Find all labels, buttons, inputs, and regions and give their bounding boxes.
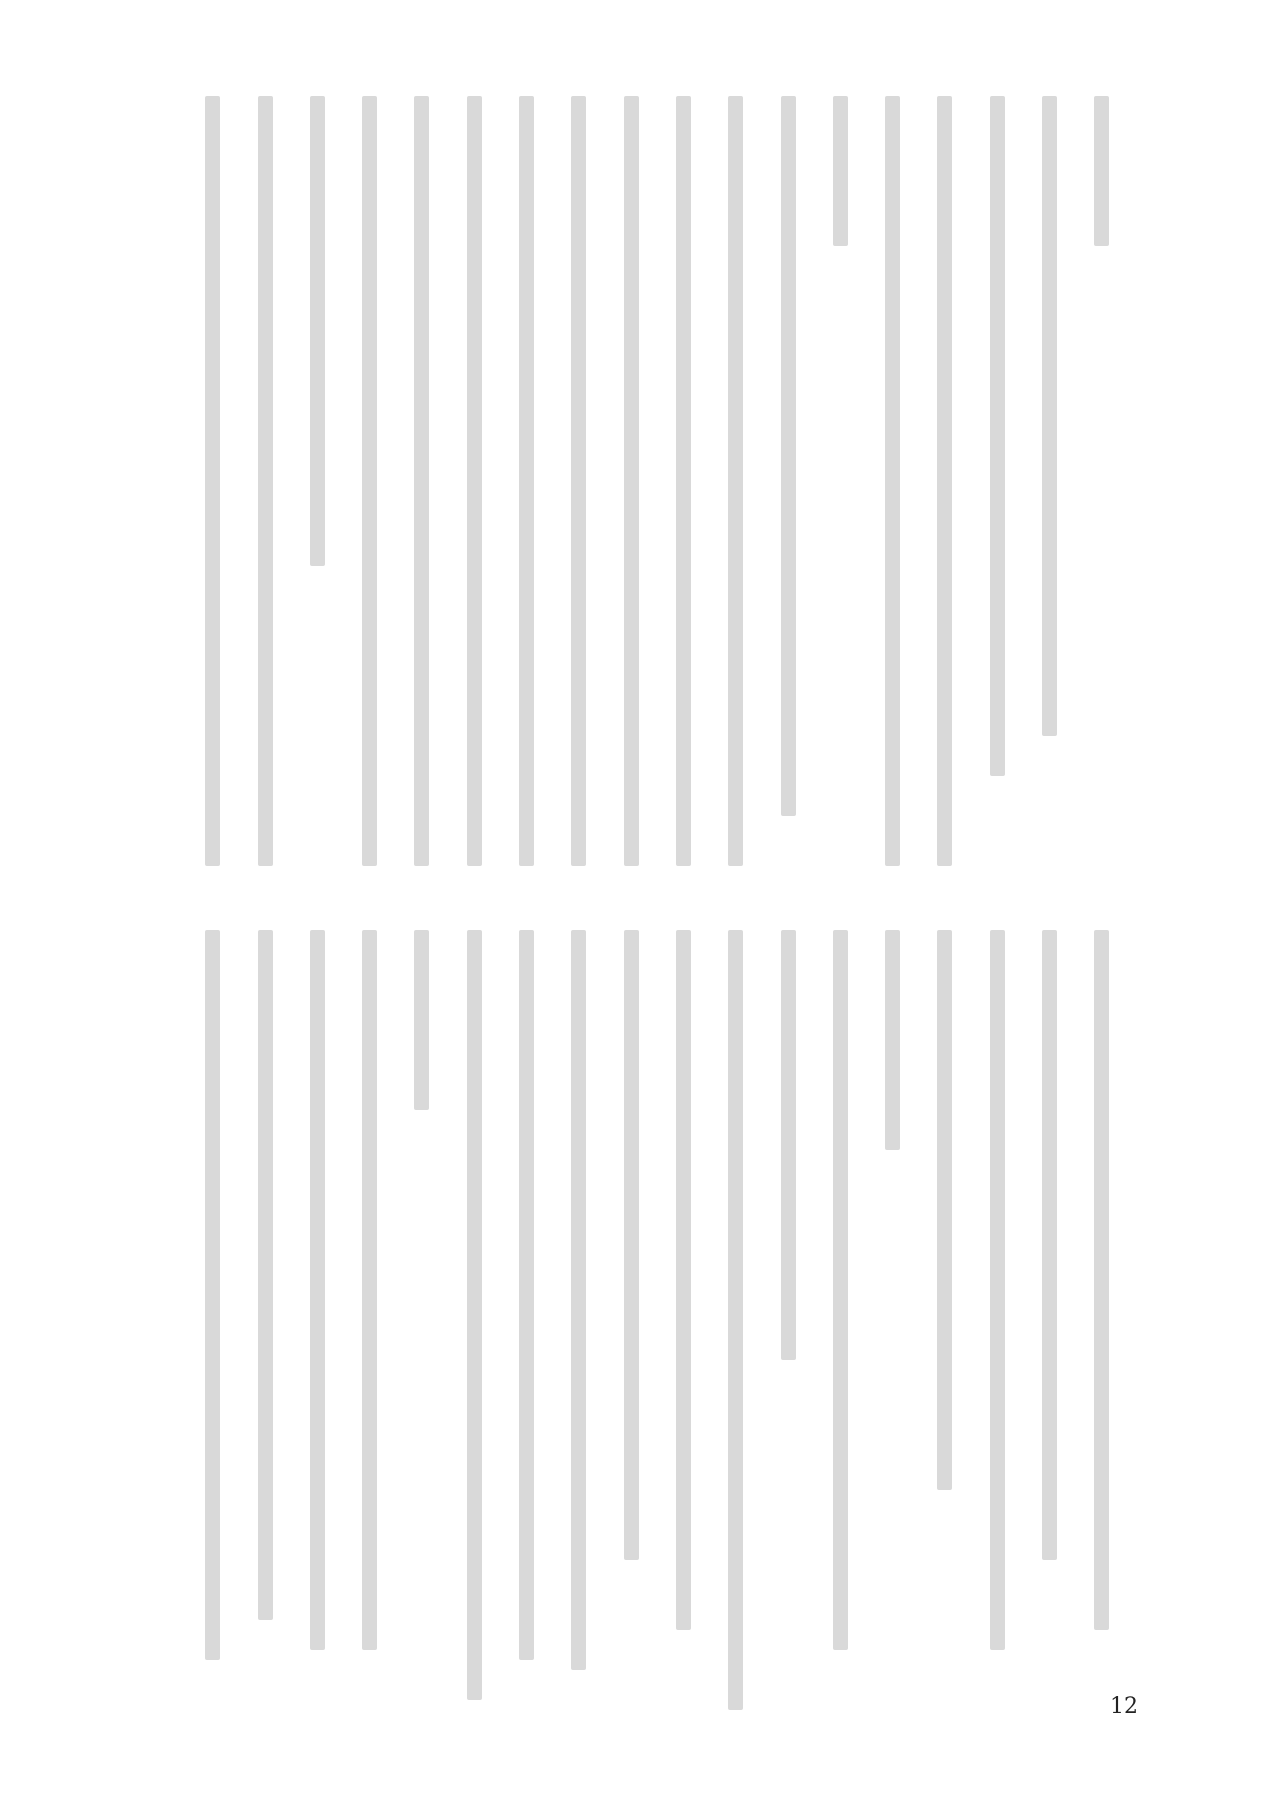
text-line (937, 96, 952, 866)
text-column (187, 930, 239, 1665)
text-line (990, 930, 1005, 1650)
page-number: 12 (1110, 1694, 1138, 1719)
text-column (710, 96, 762, 866)
text-column (814, 930, 866, 1665)
text-line (885, 930, 900, 1150)
text-line (728, 930, 743, 1710)
text-line (310, 930, 325, 1650)
text-line (467, 930, 482, 1700)
text-column (1023, 96, 1075, 866)
text-column (448, 930, 500, 1665)
bottom-text-block (186, 930, 1128, 1665)
text-column (553, 930, 605, 1665)
text-line (1094, 96, 1109, 246)
text-column (1076, 96, 1128, 866)
text-line (833, 96, 848, 246)
text-column (239, 930, 291, 1665)
text-line (571, 930, 586, 1670)
text-column (553, 96, 605, 866)
text-column (814, 96, 866, 866)
text-column (762, 930, 814, 1665)
text-column (657, 96, 709, 866)
text-line (467, 96, 482, 866)
text-line (258, 930, 273, 1620)
text-line (624, 96, 639, 866)
text-line (571, 96, 586, 866)
text-line (781, 96, 796, 816)
text-column (500, 96, 552, 866)
text-column (971, 96, 1023, 866)
text-line (624, 930, 639, 1560)
text-line (362, 96, 377, 866)
text-column (500, 930, 552, 1665)
text-line (205, 930, 220, 1660)
text-line (1042, 96, 1057, 736)
text-line (414, 96, 429, 866)
text-line (833, 930, 848, 1650)
text-column (867, 96, 919, 866)
text-line (362, 930, 377, 1650)
text-line (676, 96, 691, 866)
text-column (448, 96, 500, 866)
text-column (344, 96, 396, 866)
text-column (239, 96, 291, 866)
text-column (762, 96, 814, 866)
text-column (919, 96, 971, 866)
text-column (657, 930, 709, 1665)
text-line (1094, 930, 1109, 1630)
text-line (414, 930, 429, 1110)
text-column (605, 930, 657, 1665)
text-line (937, 930, 952, 1490)
text-line (310, 96, 325, 566)
text-line (205, 96, 220, 866)
text-column (605, 96, 657, 866)
text-column (867, 930, 919, 1665)
text-column (971, 930, 1023, 1665)
text-line (728, 96, 743, 866)
top-text-block (186, 96, 1128, 866)
text-line (990, 96, 1005, 776)
text-column (291, 96, 343, 866)
text-line (1042, 930, 1057, 1560)
text-line (258, 96, 273, 866)
text-column (710, 930, 762, 1665)
text-column (1023, 930, 1075, 1665)
text-column (396, 96, 448, 866)
text-column (344, 930, 396, 1665)
text-line (781, 930, 796, 1360)
text-line (519, 96, 534, 866)
text-column (396, 930, 448, 1665)
text-column (1076, 930, 1128, 1665)
text-column (291, 930, 343, 1665)
text-line (676, 930, 691, 1630)
text-line (519, 930, 534, 1660)
text-column (919, 930, 971, 1665)
text-column (187, 96, 239, 866)
text-line (885, 96, 900, 866)
